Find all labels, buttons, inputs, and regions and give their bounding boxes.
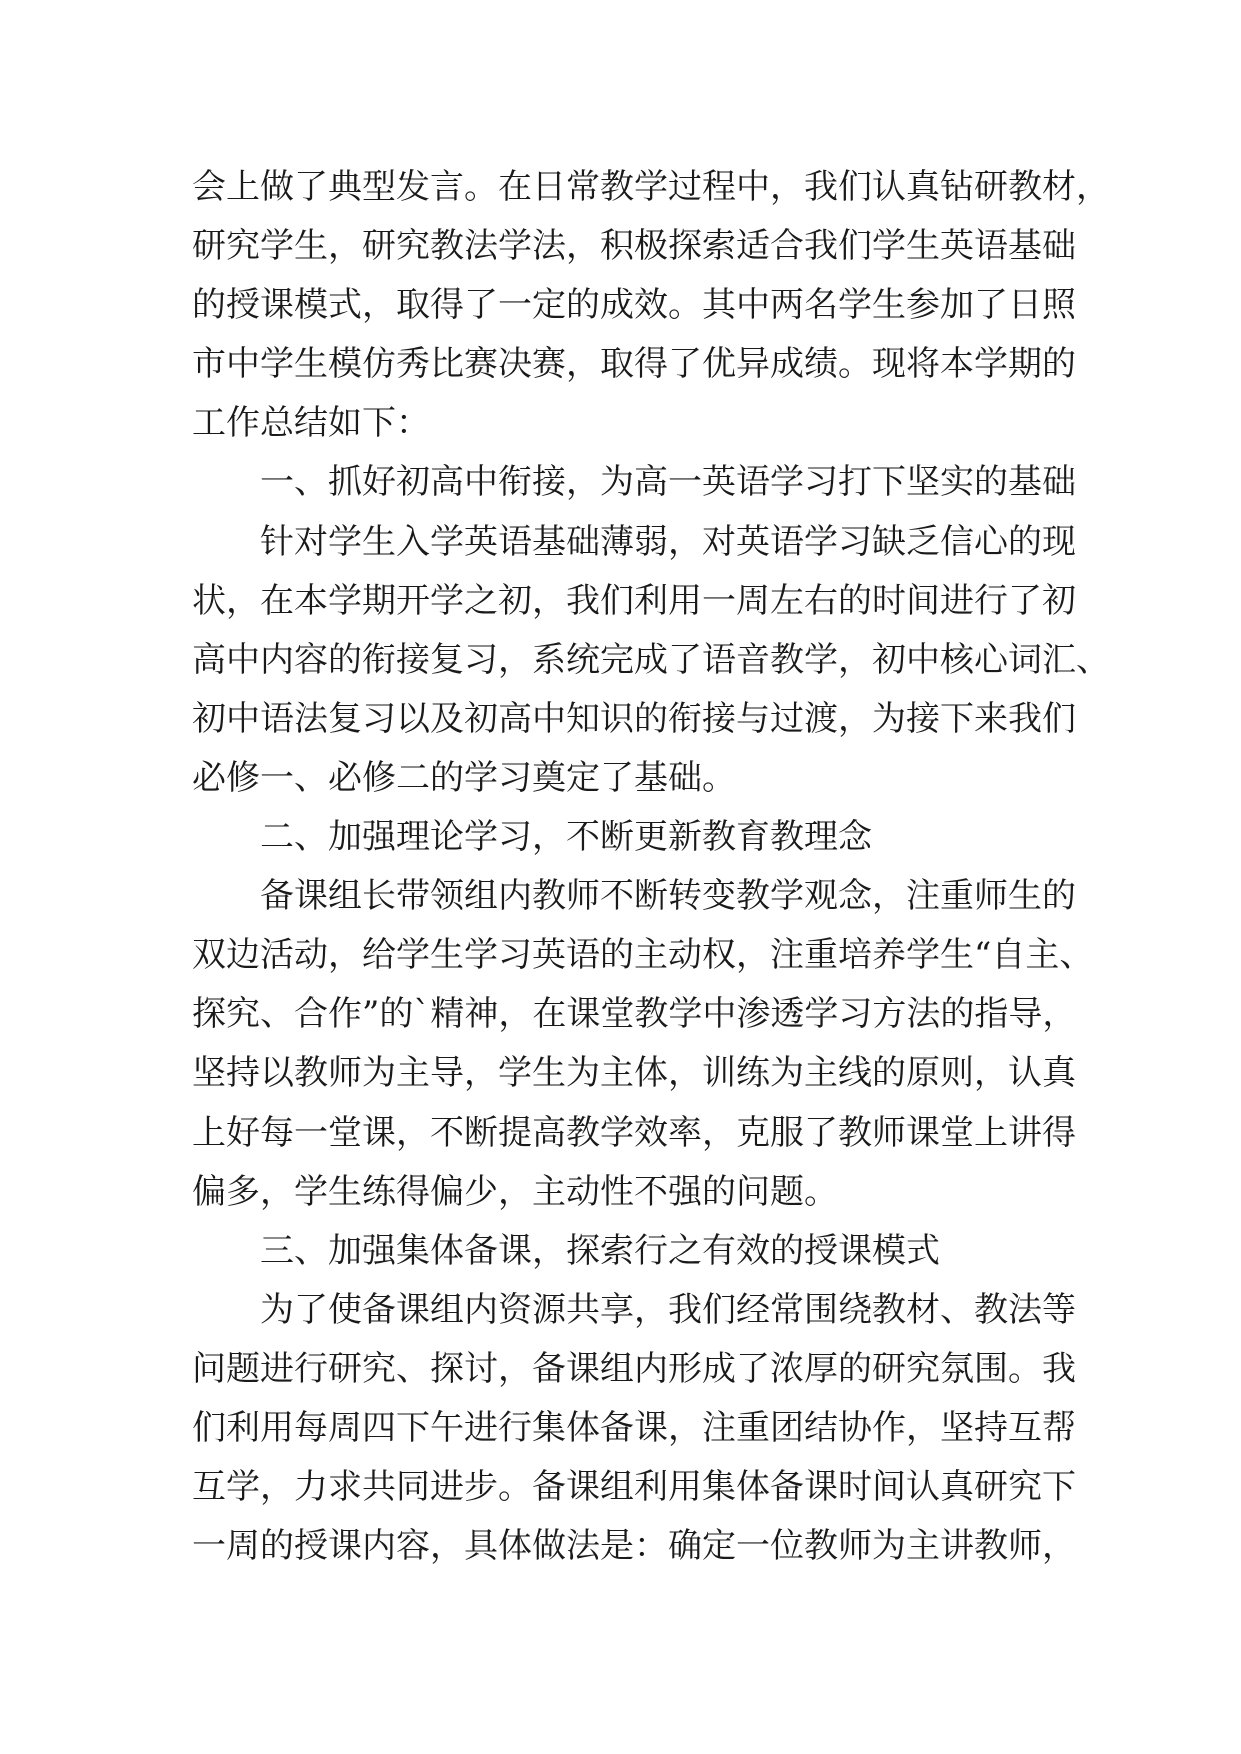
text-line: 高中内容的衔接复习，系统完成了语音教学，初中核心词汇、 [192, 639, 1110, 680]
text-line: 一周的授课内容，具体做法是：确定一位教师为主讲教师， [192, 1526, 1076, 1567]
text-line: 互学，力求共同进步。备课组利用集体备课时间认真研究下 [192, 1467, 1076, 1508]
text-line: 的授课模式，取得了一定的成效。其中两名学生参加了日照 [192, 285, 1076, 326]
text-line: 坚持以教师为主导，学生为主体，训练为主线的原则，认真 [192, 1053, 1076, 1094]
section-heading-2: 二、加强理论学习，不断更新教育教理念 [260, 817, 872, 858]
text-line: 工作总结如下： [192, 403, 430, 444]
section-heading-1: 一、抓好初高中衔接，为高一英语学习打下坚实的基础 [260, 462, 1076, 503]
text-line: 们利用每周四下午进行集体备课，注重团结协作，坚持互帮 [192, 1407, 1076, 1448]
paragraph-first-line: 为了使备课组内资源共享，我们经常围绕教材、教法等 [260, 1289, 1076, 1330]
text-line: 上好每一堂课，不断提高教学效率，克服了教师课堂上讲得 [192, 1112, 1076, 1153]
text-line: 市中学生模仿秀比赛决赛，取得了优异成绩。现将本学期的 [192, 344, 1076, 385]
text-line: 探究、合作”的`精神，在课堂教学中渗透学习方法的指导， [192, 994, 1077, 1035]
text-line: 状，在本学期开学之初，我们利用一周左右的时间进行了初 [192, 580, 1076, 621]
text-line: 双边活动，给学生学习英语的主动权，注重培养学生“自主、 [192, 935, 1094, 976]
text-line: 必修一、必修二的学习奠定了基础。 [192, 757, 736, 798]
text-line: 偏多，学生练得偏少，主动性不强的问题。 [192, 1171, 838, 1212]
text-line: 会上做了典型发言。在日常教学过程中，我们认真钻研教材， [192, 167, 1110, 207]
section-heading-3: 三、加强集体备课，探索行之有效的授课模式 [260, 1230, 940, 1271]
document-body [192, 158, 1110, 1576]
text-line: 研究学生，研究教法学法，积极探索适合我们学生英语基础 [192, 226, 1076, 267]
paragraph-first-line: 备课组长带领组内教师不断转变教学观念，注重师生的 [260, 876, 1076, 917]
text-line: 问题进行研究、探讨，备课组内形成了浓厚的研究氛围。我 [192, 1348, 1076, 1389]
paragraph-first-line: 针对学生入学英语基础薄弱，对英语学习缺乏信心的现 [260, 521, 1076, 562]
text-line: 初中语法复习以及初高中知识的衔接与过渡，为接下来我们 [192, 698, 1076, 739]
